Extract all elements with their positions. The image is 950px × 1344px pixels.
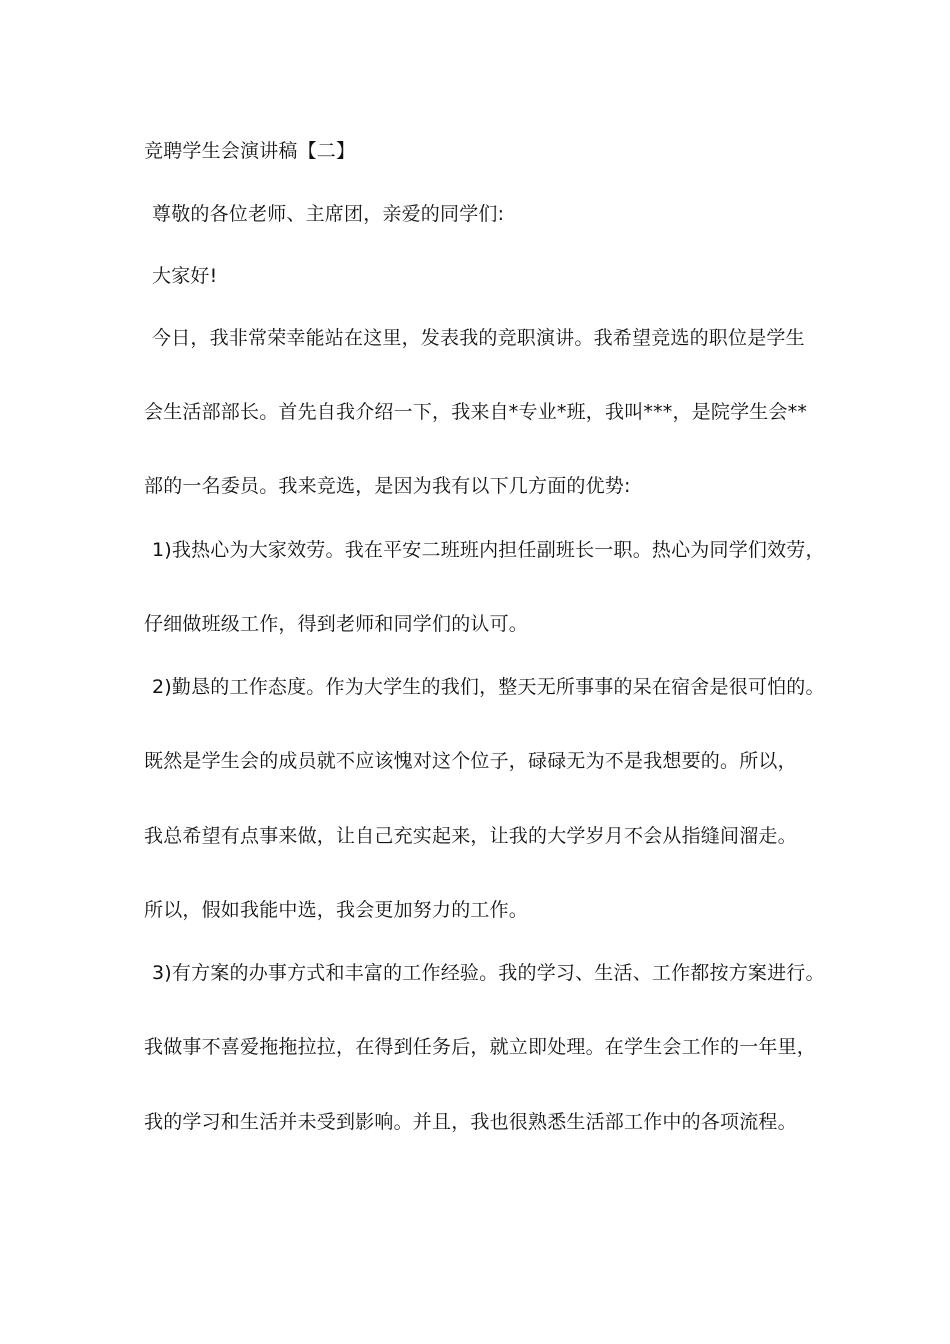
document-title: 竞聘学生会演讲稿【二】 xyxy=(144,140,356,162)
salutation: 尊敬的各位老师、主席团，亲爱的同学们: xyxy=(152,203,505,225)
paragraph-line: 今日，我非常荣幸能站在这里，发表我的竞职演讲。我希望竞选的职位是学生 xyxy=(152,327,805,349)
paragraph-line: 所以，假如我能中选，我会更加努力的工作。 xyxy=(144,899,529,921)
paragraph-line: 3)有方案的办事方式和丰富的工作经验。我的学习、生活、工作都按方案进行。 xyxy=(152,962,825,984)
paragraph-line: 2)勤恳的工作态度。作为大学生的我们，整天无所事事的呆在宿舍是很可怕的。 xyxy=(152,676,825,698)
paragraph-line: 既然是学生会的成员就不应该愧对这个位子，碌碌无为不是我想要的。所以， xyxy=(144,750,797,772)
paragraph-line: 仔细做班级工作，得到老师和同学们的认可。 xyxy=(144,613,529,635)
paragraph-line: 我总希望有点事来做，让自己充实起来，让我的大学岁月不会从指缝间溜走。 xyxy=(144,825,797,847)
paragraph-line: 我的学习和生活并未受到影响。并且，我也很熟悉生活部工作中的各项流程。 xyxy=(144,1111,797,1133)
paragraph-line: 我做事不喜爱拖拖拉拉，在得到任务后，就立即处理。在学生会工作的一年里， xyxy=(144,1036,817,1058)
paragraph-line: 1)我热心为大家效劳。我在平安二班班内担任副班长一职。热心为同学们效劳， xyxy=(152,539,825,561)
paragraph-line: 会生活部部长。首先自我介绍一下，我来自*专业*班，我叫***，是院学生会** xyxy=(144,401,808,423)
paragraph-line: 部的一名委员。我来竞选，是因为我有以下几方面的优势: xyxy=(144,475,631,497)
greeting: 大家好! xyxy=(152,265,218,287)
